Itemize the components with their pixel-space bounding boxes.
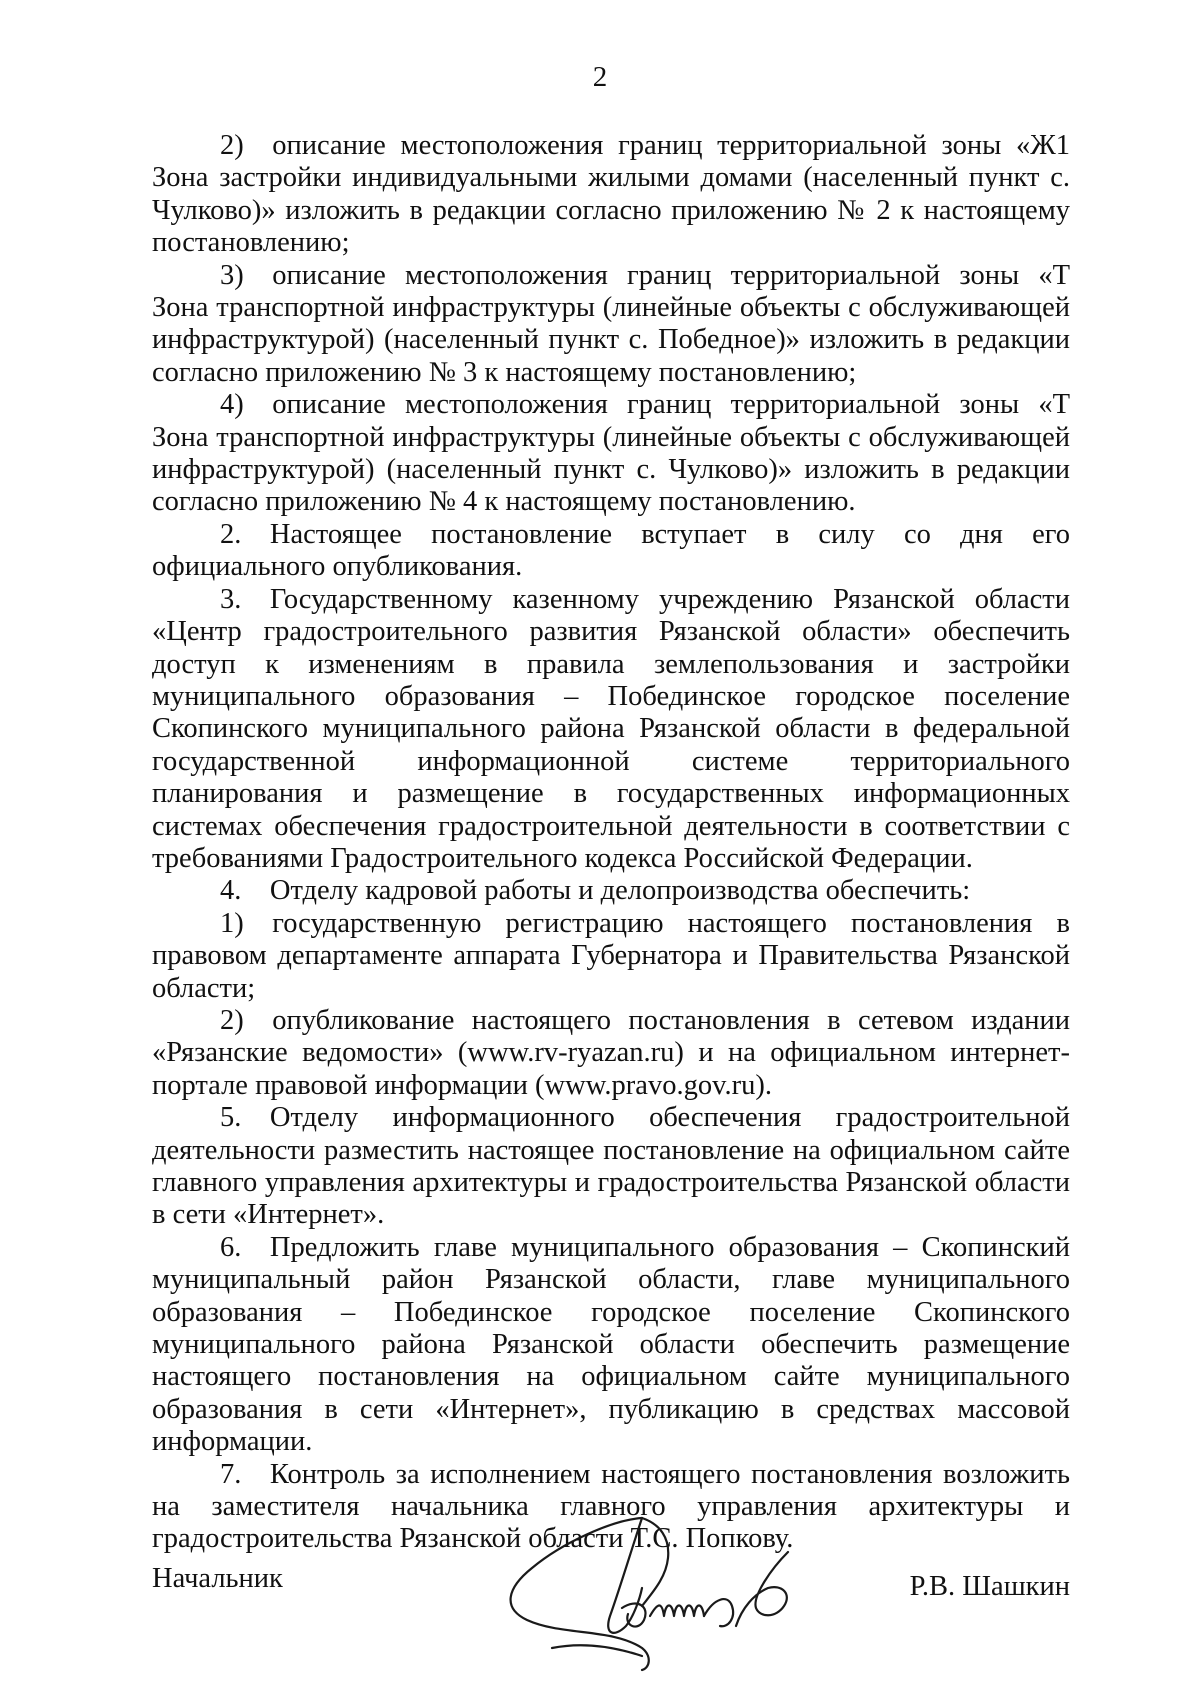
paragraph-point-7: 7. Контроль за исполнением настоящего постановления возложить на заместителя начальника главного управления архитектуры и градостроительства Рязанской области Т.С. Попкову. — [152, 1458, 1070, 1555]
paragraph-point-4-item-2: 2) опубликование настоящего постановления в сетевом издании «Рязанские ведомости» (www.rv-ryazan.ru) и на официальном интернет-портале правовой информации (www.pravo.gov.ru). — [152, 1004, 1070, 1101]
page-number: 2 — [592, 61, 608, 93]
signature-block — [152, 1540, 1070, 1660]
paragraph-point-4: 4. Отделу кадровой работы и делопроизводства обеспечить: — [220, 875, 971, 907]
paragraph-item-3: 3) описание местоположения границ территориальной зоны «Т Зона транспортной инфраструктуры (линейные объекты с обслуживающей инфраструктурой) (населенный пункт с. Победное)» изложить в редакции согласно приложению № 3 к настоящему постановлению; — [152, 259, 1070, 388]
handwritten-signature — [492, 1498, 832, 1678]
paragraph-item-2: 2) описание местоположения границ территориальной зоны «Ж1 Зона застройки индивидуальными жилыми домами (населенный пункт с. Чулково)» изложить в редакции согласно приложению № 2 к настоящему постановлению; — [152, 130, 1070, 259]
paragraph-item-4: 4) описание местоположения границ территориальной зоны «Т Зона транспортной инфраструктуры (линейные объекты с обслуживающей инфраструктурой) (населенный пункт с. Чулково)» изложить в редакции согласно приложению № 4 к настоящему постановлению. — [152, 389, 1070, 518]
paragraph-point-5: 5. Отделу информационного обеспечения градостроительной деятельности разместить настоящее постановление на официальном сайте главного управления архитектуры и градостроительства Рязанской области в сети «Интернет». — [152, 1102, 1070, 1231]
paragraph-point-6: 6. Предложить главе муниципального образования – Скопинский муниципальный район Рязанской области, главе муниципального образования – Побединское городское поселение Скопинского муниципального района Рязанской области обеспечить размещение настоящего постановления на официальном сайте муниципального образования в сети «Интернет», публикацию в средствах массовой информации. — [152, 1231, 1070, 1458]
signatory-name: Р.В. Шашкин — [909, 1571, 1070, 1602]
paragraph-point-4-item-1: 1) государственную регистрацию настоящего постановления в правовом департаменте аппарата Губернатора и Правительства Рязанской области; — [152, 907, 1070, 1004]
paragraph-point-3: 3. Государственному казенному учреждению Рязанской области «Центр градостроительного развития Рязанской области» обеспечить доступ к изменениям в правила землепользования и застройки муниципального образования – Побединское городское поселение Скопинского муниципального района Рязанской области в федеральной государственной информационной системе территориального планирования и размещение в государственных информационных системах обеспечения градостроительной деятельности в соответствии с требованиями Градостроительного кодекса Российской Федерации. — [152, 583, 1070, 874]
signatory-title: Начальник — [152, 1563, 283, 1594]
paragraph-point-2: 2. Настоящее постановление вступает в силу со дня его официального опубликования. — [152, 518, 1070, 583]
document-body — [152, 130, 1070, 1556]
